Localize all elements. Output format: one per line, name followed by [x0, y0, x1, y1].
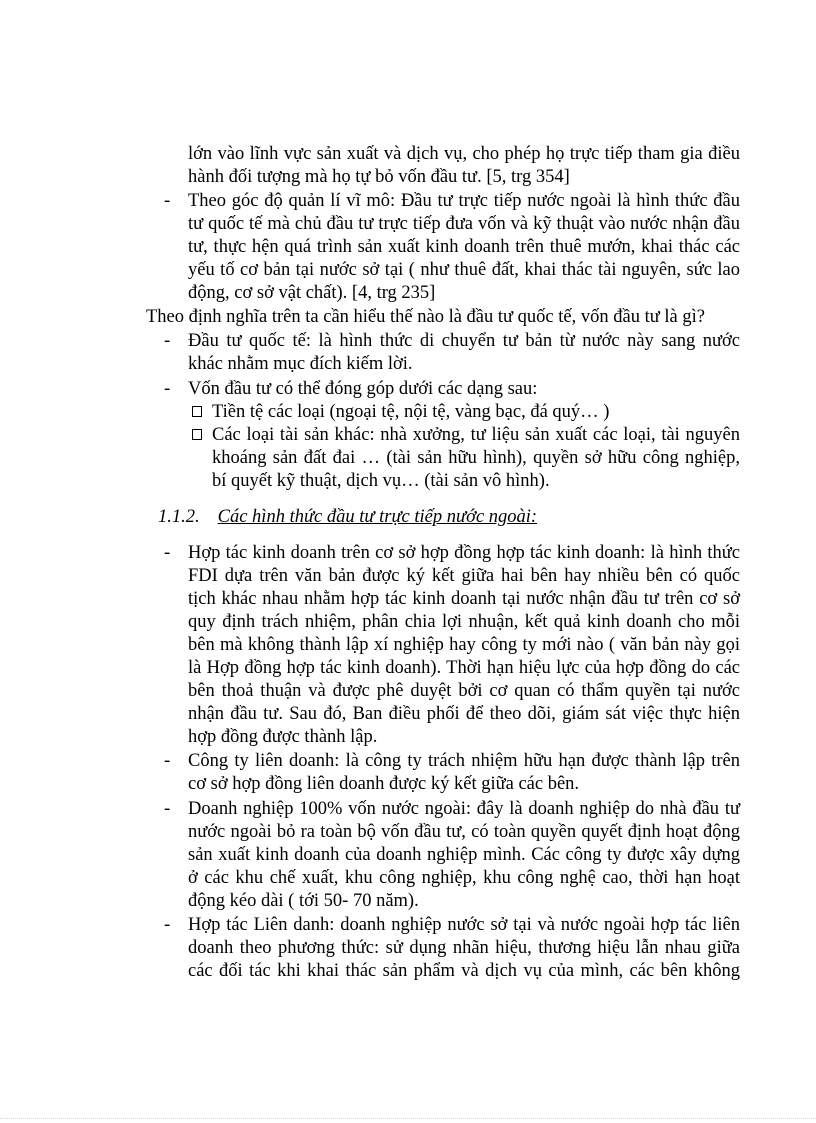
square-bullet-icon — [192, 406, 202, 417]
list-dash: - — [164, 331, 171, 351]
paragraph-line: Hợp tác kinh doanh trên cơ sở hợp đồng hợp tác kinh doanh: là hình thức — [188, 543, 740, 563]
page-bottom-divider — [0, 1118, 816, 1119]
list-dash: - — [164, 799, 171, 819]
paragraph-line: tịch khác nhau nhằm hợp tác kinh doanh tại nước nhận đầu tư trên cơ sở — [188, 589, 740, 609]
paragraph-line: Theo góc độ quản lí vĩ mô: Đầu tư trực tiếp nước ngoài là hình thức đầu — [188, 191, 740, 211]
paragraph-line: khác nhằm mục đích kiếm lời. — [188, 354, 413, 374]
list-dash: - — [164, 543, 171, 563]
section-title: Các hình thức đầu tư trực tiếp nước ngoài: — [217, 507, 538, 527]
paragraph-line: hành đối tượng mà họ tự bỏ vốn đầu tư. [5, trg 354] — [188, 167, 570, 187]
paragraph-line: bên thoả thuận và được phê duyệt bởi cơ quan có thẩm quyền tại nước — [188, 681, 740, 701]
paragraph-line: lớn vào lĩnh vực sản xuất và dịch vụ, cho phép họ trực tiếp tham gia điều — [188, 144, 740, 164]
paragraph-line: Theo định nghĩa trên ta cần hiểu thế nào là đầu tư quốc tế, vốn đầu tư là gì? — [146, 307, 705, 327]
list-dash: - — [164, 915, 171, 935]
paragraph-line: yếu tố cơ bản tại nước sở tại ( như thuê đất, khai thác tài nguyên, sức lao — [188, 260, 740, 280]
paragraph-line: các đối tác khi khai thác sản phẩm và dịch vụ của mình, các bên không — [188, 961, 740, 981]
paragraph-line: khoáng sản đất đai … (tài sản hữu hình), quyền sở hữu công nghiệp, — [212, 448, 740, 468]
section-heading — [158, 506, 537, 528]
paragraph-line: sản xuất kinh doanh của doanh nghiệp mình. Các công ty được xây dựng — [188, 845, 740, 865]
paragraph-line: động, cơ sở vật chất). [4, trg 235] — [188, 283, 436, 303]
list-dash: - — [164, 751, 171, 771]
paragraph-line: nhận đầu tư. Sau đó, Ban điều phối để theo dõi, giám sát việc thực hiện — [188, 704, 740, 724]
paragraph-line: FDI dựa trên văn bản được ký kết giữa hai bên hay nhiều bên có quốc — [188, 566, 740, 586]
paragraph-line: Các loại tài sản khác: nhà xưởng, tư liệu sản xuất các loại, tài nguyên — [212, 425, 740, 445]
paragraph-line: ở các khu chế xuất, khu công nghiệp, khu công nghệ cao, thời hạn hoạt — [188, 868, 740, 888]
square-bullet-icon — [192, 429, 202, 440]
paragraph-line: Tiền tệ các loại (ngoại tệ, nội tệ, vàng bạc, đá quý… ) — [212, 402, 610, 422]
paragraph-line: Công ty liên doanh: là công ty trách nhiệm hữu hạn được thành lập trên — [188, 751, 740, 771]
paragraph-line: bí quyết kỹ thuật, dịch vụ… (tài sản vô hình). — [212, 471, 550, 491]
paragraph-line: Doanh nghiệp 100% vốn nước ngoài: đây là doanh nghiệp do nhà đầu tư — [188, 799, 740, 819]
list-dash: - — [164, 379, 171, 399]
list-dash: - — [164, 191, 171, 211]
paragraph-line: Đầu tư quốc tế: là hình thức di chuyển tư bản từ nước này sang nước — [188, 331, 740, 351]
paragraph-line: hợp đồng được thành lập. — [188, 727, 378, 747]
section-number: 1.1.2. — [158, 507, 200, 527]
paragraph-line: doanh theo phương thức: sử dụng nhãn hiệu, thương hiệu lẫn nhau giữa — [188, 938, 740, 958]
paragraph-line: cơ sở hợp đồng liên doanh được ký kết giữa các bên. — [188, 774, 580, 794]
paragraph-line: là Hợp đồng hợp tác kinh doanh). Thời hạn hiệu lực của hợp đồng do các — [188, 658, 740, 678]
paragraph-line: bên mà không thành lập xí nghiệp hay công ty mới nào ( văn bản này gọi — [188, 635, 740, 655]
paragraph-line: nước ngoài bỏ ra toàn bộ vốn đầu tư, có toàn quyền quyết định hoạt động — [188, 822, 740, 842]
paragraph-line: tư quốc tế mà chủ đầu tư trực tiếp đưa vốn và kỹ thuật vào nước nhận đầu — [188, 214, 740, 234]
paragraph-line: Hợp tác Liên danh: doanh nghiệp nước sở tại và nước ngoài hợp tác liên — [188, 915, 740, 935]
paragraph-line: Vốn đầu tư có thể đóng góp dưới các dạng sau: — [188, 379, 538, 399]
paragraph-line: tư, thực hện quá trình sản xuất kinh doanh trên thuê mướn, khai thác các — [188, 237, 740, 257]
paragraph-line: động kéo dài ( tới 50- 70 năm). — [188, 891, 419, 911]
paragraph-line: quy định trách nhiệm, phân chia lợi nhuận, kết quả kinh doanh cho mỗi — [188, 612, 740, 632]
